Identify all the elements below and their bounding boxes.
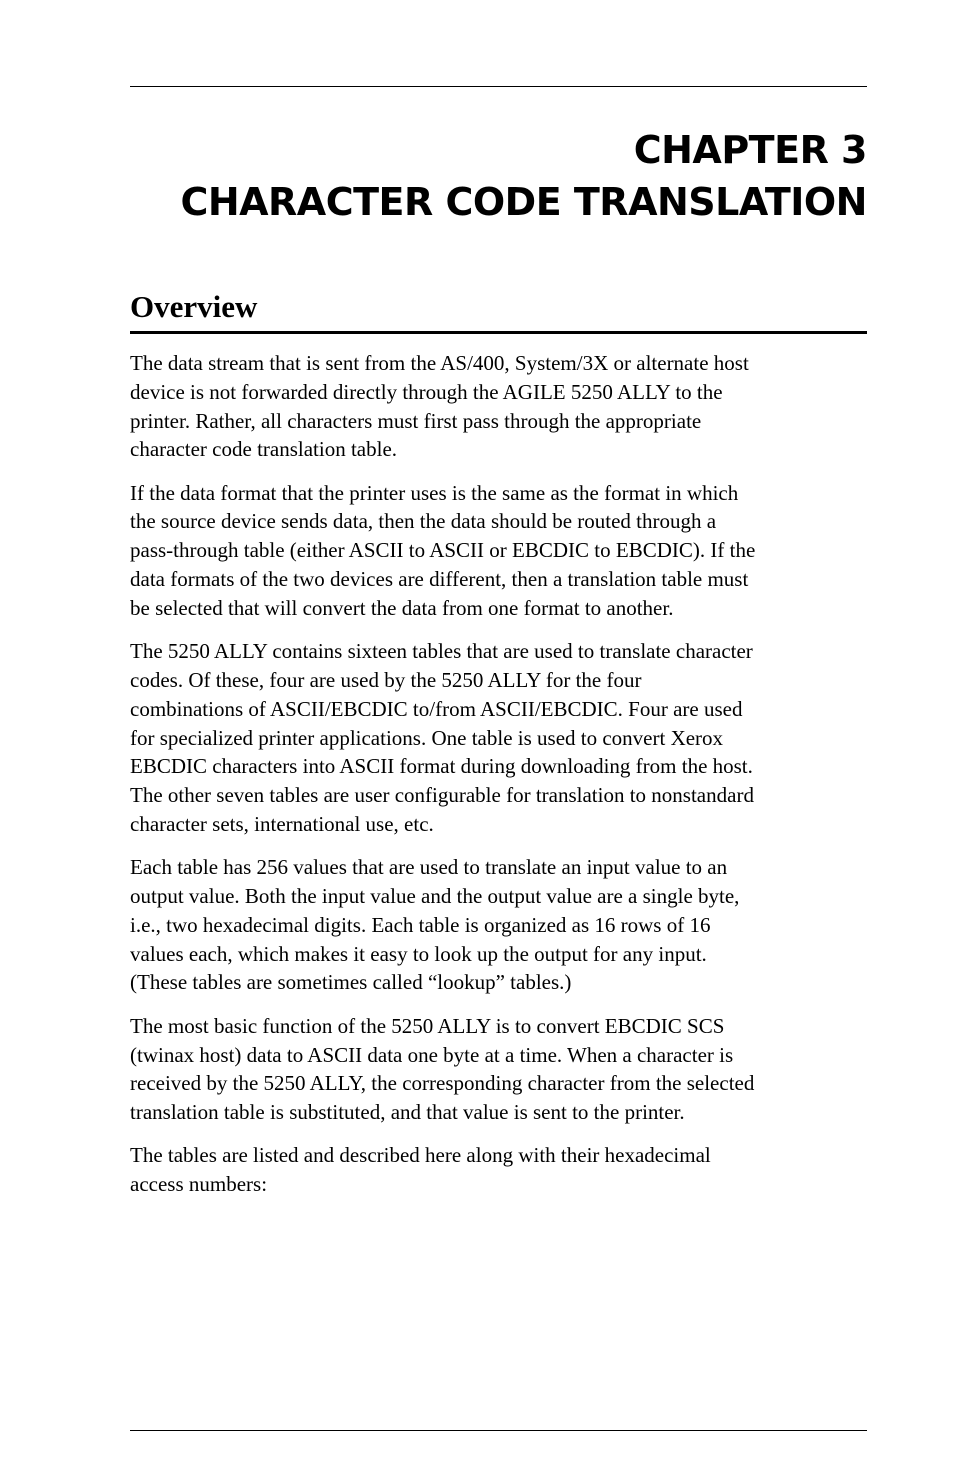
- paragraph: The tables are listed and described here along with their hexadecimal access numbers:: [130, 1143, 711, 1197]
- chapter-number: CHAPTER 3: [633, 128, 867, 172]
- chapter-heading: [130, 124, 867, 228]
- footer-rule: [130, 1430, 867, 1431]
- chapter-title: CHARACTER CODE TRANSLATION: [180, 180, 867, 224]
- paragraph: The most basic function of the 5250 ALLY is to convert EBCDIC SCS (twinax host) data to ASCII data one byte at a time. When a character is received by the 5250 ALLY, the corresponding character from the selected translation table is substituted, and that value is sent to the printer.: [130, 1013, 755, 1125]
- paragraph: If the data format that the printer uses is the same as the format in which the source device sends data, then the data should be routed through a pass-through table (either ASCII to ASCII or EBCDIC to EBCDIC). If the data formats of the two devices are different, then a translation table must be selected that will convert the data from one format to another.: [130, 480, 756, 620]
- paragraph: The data stream that is sent from the AS/400, System/3X or alternate host device is not forwarded directly through the AGILE 5250 ALLY to the printer. Rather, all characters must first pass through the appropriate character code translation table.: [130, 351, 749, 462]
- paragraph: Each table has 256 values that are used to translate an input value to an output value. Both the input value and the output value are a single byte, i.e., two hexadecimal digits. Each table is organized as 16 rows of 16 values each, which makes it easy to look up the output for any input. (These tables are sometimes called “lookup” tables.): [130, 855, 740, 995]
- section-title: Overview: [130, 289, 258, 324]
- paragraph: The 5250 ALLY contains sixteen tables that are used to translate character codes. Of these, four are used by the 5250 ALLY for the four combinations of ASCII/EBCDIC to/from ASCII/EBCDIC. Four are used for specialized printer applications. One table is used to convert Xerox EBCDIC characters into ASCII format during downloading from the host. The other seven tables are user configurable for translation to nonstandard character sets, international use, etc.: [130, 639, 754, 836]
- section-rule: [130, 331, 867, 334]
- header-rule: [130, 86, 867, 87]
- body-text: [130, 349, 870, 1214]
